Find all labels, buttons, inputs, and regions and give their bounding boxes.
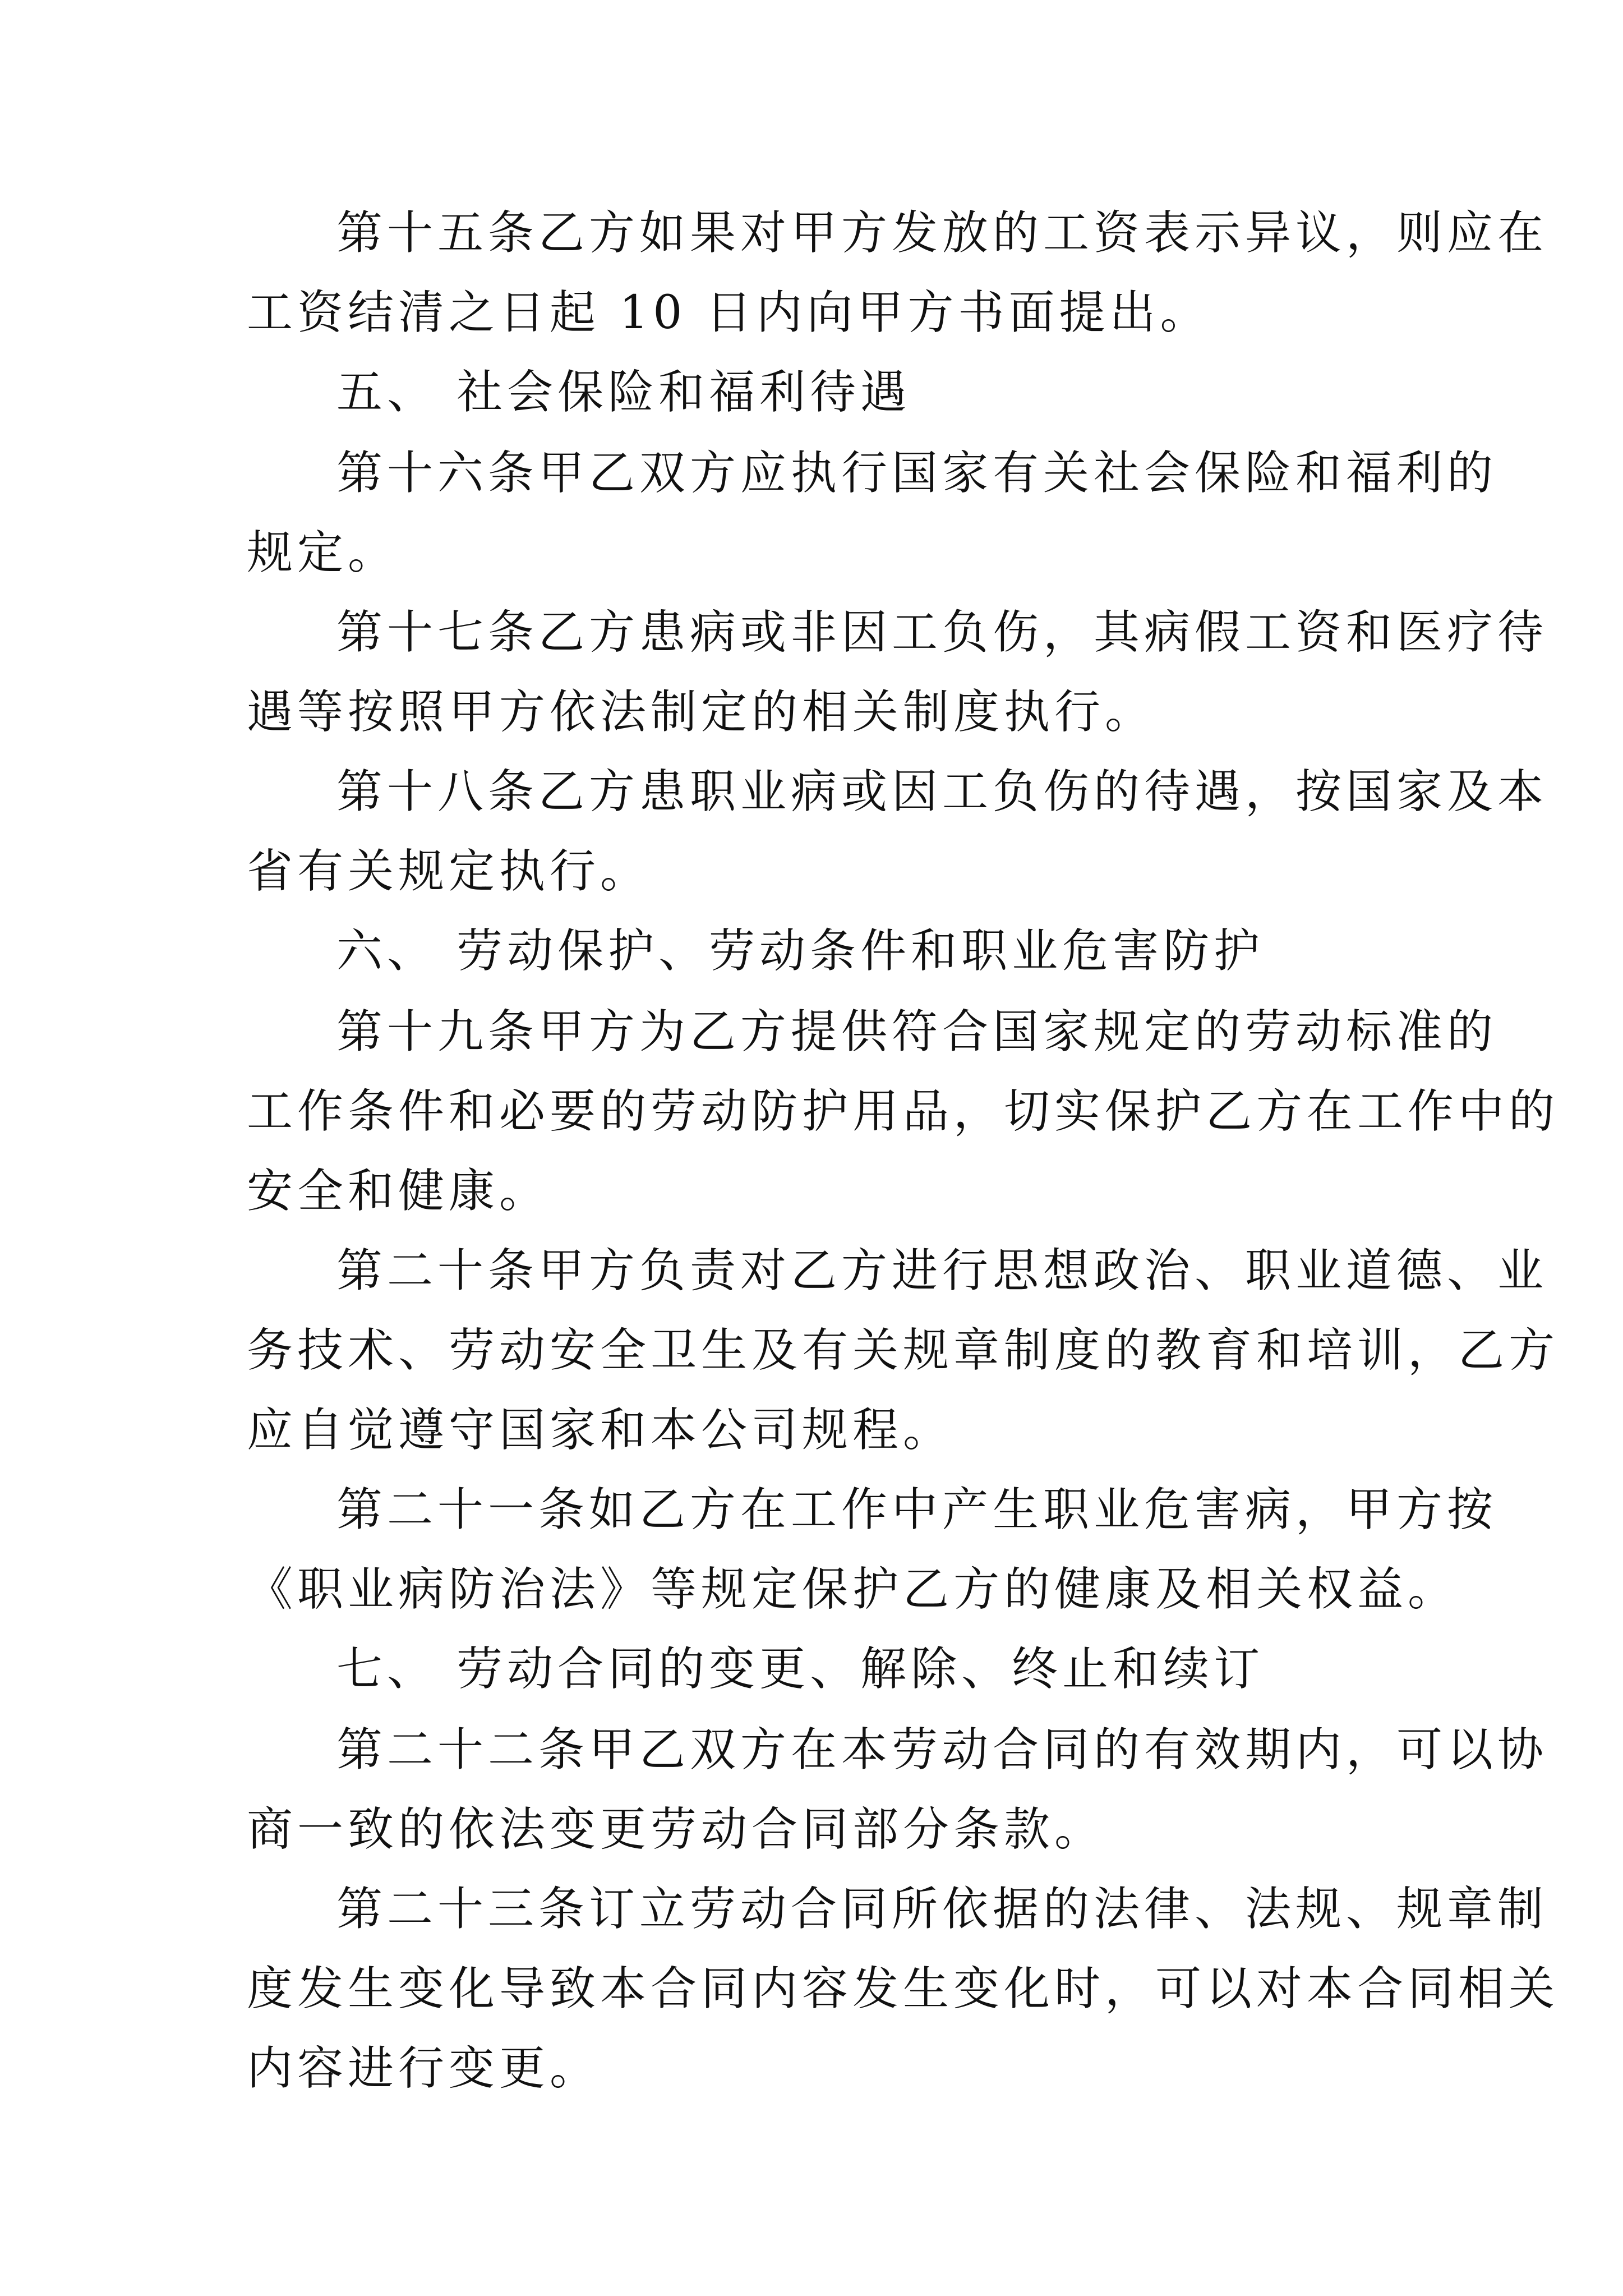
article-15-line-2: 工资结清之日起 10 日内向甲方书面提出。	[247, 286, 1211, 339]
article-20-line-1: 第二十条甲方负责对乙方进行思想政治、职业道德、业	[336, 1244, 1548, 1297]
article-20-line-3: 应自觉遵守国家和本公司规程。	[247, 1404, 954, 1457]
article-21-line-2: 《职业病防治法》等规定保护乙方的健康及相关权益。	[247, 1563, 1459, 1616]
section-seven-heading: 七、 劳动合同的变更、解除、终止和续订	[336, 1642, 1265, 1696]
article-22-line-1: 第二十二条甲乙双方在本劳动合同的有效期内，可以协	[336, 1723, 1548, 1777]
section-six-heading: 六、 劳动保护、劳动条件和职业危害防护	[336, 924, 1265, 978]
article-17-line-2: 遇等按照甲方依法制定的相关制度执行。	[247, 685, 1156, 739]
article-19-line-3: 安全和健康。	[247, 1165, 550, 1218]
article-18-line-2: 省有关规定执行。	[247, 845, 651, 898]
article-19-line-2: 工作条件和必要的劳动防护用品，切实保护乙方在工作中的	[247, 1085, 1560, 1138]
article-22-line-2: 商一致的依法变更劳动合同部分条款。	[247, 1803, 1105, 1856]
article-23-line-3: 内容进行变更。	[247, 2042, 601, 2095]
article-20-line-2: 务技术、劳动安全卫生及有关规章制度的教育和培训，乙方	[247, 1324, 1560, 1377]
article-17-line-1: 第十七条乙方患病或非因工负伤，其病假工资和医疗待	[336, 606, 1548, 659]
article-16-line-2: 规定。	[247, 526, 399, 579]
section-five-heading: 五、 社会保险和福利待遇	[336, 366, 911, 419]
article-23-line-2: 度发生变化导致本合同内容发生变化时，可以对本合同相关	[247, 1962, 1560, 2016]
article-19-line-1: 第十九条甲方为乙方提供符合国家规定的劳动标准的	[336, 1005, 1498, 1059]
article-15-line-1: 第十五条乙方如果对甲方发放的工资表示异议，则应在	[336, 206, 1548, 260]
document-body	[247, 206, 1560, 2122]
article-23-line-1: 第二十三条订立劳动合同所依据的法律、法规、规章制	[336, 1883, 1548, 1936]
article-18-line-1: 第十八条乙方患职业病或因工负伤的待遇，按国家及本	[336, 765, 1548, 818]
article-16-line-1: 第十六条甲乙双方应执行国家有关社会保险和福利的	[336, 447, 1498, 500]
article-21-line-1: 第二十一条如乙方在工作中产生职业危害病，甲方按	[336, 1483, 1498, 1536]
